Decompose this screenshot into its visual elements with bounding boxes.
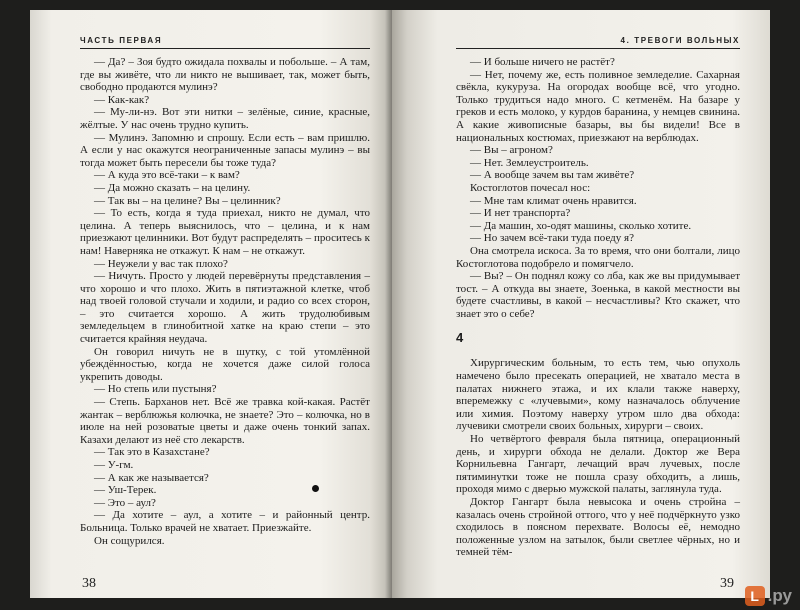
paragraph: Хирургическим больным, то есть тем, чью опухоль намечено было пресекать операцией, не хватало места в палатах нижнего этажа, и их клали также наверху, вперемежку с «лучевыми», кому назначалось облучение или химия. Поэтому наверху утром шло два обхода: лучевики смотрели своих больных, хирурги – своих.	[456, 357, 740, 433]
right-running-head: 4. ТРЕВОГИ ВОЛЬНЫХ	[456, 36, 740, 49]
paragraph: — Нет. Землеустроитель.	[470, 156, 589, 169]
paragraph: — Так вы – на целине? Вы – целинник?	[94, 194, 281, 207]
left-page-text	[80, 56, 370, 547]
paragraph: — Му-ли-нэ. Вот эти нитки – зелёные, синие, красные, жёлтые. У нас очень трудно купить.	[80, 106, 370, 131]
right-page-number: 39	[720, 576, 734, 591]
paragraph: Но четвёртого февраля была пятница, операционный день, и хирурги обхода не делали. Доктор же Вера Корнильевна Гангарт, лечащий врач лучевых, после пятиминутки тоже не пошла сразу обходить, а лишь, проходя мимо с дверью мужской палаты, заглянула туда.	[456, 433, 740, 496]
paragraph: — Неужели у вас так плохо?	[94, 257, 228, 270]
paragraph: — Это – аул?	[94, 496, 156, 509]
paragraph: — Да хотите – аул, а хотите – и районный центр. Больница. Только врачей не хватает. Приезжайте.	[80, 509, 370, 534]
watermark-text: .ру	[767, 586, 792, 605]
paragraph: — Вы – агроном?	[470, 144, 553, 157]
paragraph: — Да машин, хо-одят машины, сколько хотите.	[470, 219, 692, 232]
paragraph: — Но зачем всё-таки туда поеду я?	[470, 232, 634, 245]
paragraph: — Вы? – Он поднял кожу со лба, как же вы придумывает тост. – А откуда вы знаете, Зоенька, в какой местности вы будете счастливы, в какой – несчастливы? Кто скажет, что знает это о себе?	[456, 270, 740, 320]
left-page	[30, 10, 392, 598]
paragraph: — И больше ничего не растёт?	[470, 56, 615, 68]
paragraph: — Степь. Барханов нет. Всё же травка кой-какая. Растёт жантак – верблюжья колючка, не знаете? Это – колючка, но в июле на ней розоватые цветы и даже очень тонкий запах. Казахи делают из неё сто лекарств.	[80, 396, 370, 446]
paragraph: — Нет, почему же, есть поливное земледелие. Сахарная свёкла, кукуруза. На огородах вообще всё, что угодно. Только трудиться надо много. С кетменём. На базаре у греков и есть молоко, у курдов баранина, у немцев свинина. А какие живописные базары, вы бы видели! Все в национальных костюмах, приезжают на верблюдах.	[456, 68, 740, 144]
paragraph: — Уш-Терек.	[94, 484, 157, 497]
paragraph: — Да? – Зоя будто ожидала похвалы и побольше. – А там, где вы живёте, что ли никто не вышивает, так, может быть, свободно продаются мулинэ?	[80, 56, 370, 94]
paragraph: Она смотрела искоса. За то время, что они болтали, лицо Костоглотова подобрело и помягчело.	[456, 244, 740, 270]
paragraph: Костоглотов почесал нос:	[470, 181, 591, 194]
paragraph: — А вообще зачем вы там живёте?	[470, 169, 635, 182]
paragraph: — У-гм.	[94, 459, 134, 471]
watermark-logo	[745, 586, 792, 606]
paragraph: — То есть, когда я туда приехал, никто не думал, что целина. А теперь выяснилось, что – целина, и к нам приезжают целинники. Вот будут распределять – проситесь к нам! Наверняка не откажут. К нам – не откажут.	[80, 207, 370, 257]
paragraph: — Ничуть. Просто у людей перевёрнуты представления – что хорошо и что плохо. Жить в пятиэтажной клетке, чтоб над твоей головой стучали и ходили, и радио со всех сторон, – это считается хорошо. А жить трудолюбивым земледельцем в глинобитной хатке на краю степи – это считается крайняя неудача.	[80, 270, 370, 346]
paragraph: — А как же называется?	[94, 471, 209, 484]
paragraph: — И нет транспорта?	[470, 207, 571, 220]
right-page	[392, 10, 770, 598]
paragraph: Доктор Гангарт была невысока и очень стройна – казалась очень стройной оттого, что у неё подчёркнуто узко сходилось в поясном перехвате. Волосы её, немодно положенные узлом на затылок, были светлее чёрных, но и темней тём-	[456, 496, 740, 559]
left-page-number: 38	[82, 576, 96, 591]
paragraph: Он говорил ничуть не в шутку, с той утомлённой убеждённостью, когда не хочется даже силой голоса укрепить доводы.	[80, 345, 370, 383]
paragraph: Он сощурился.	[94, 534, 165, 547]
paragraph: — А куда это всё-таки – к вам?	[94, 169, 240, 182]
paragraph: — Так это в Казахстане?	[94, 446, 210, 459]
section-number: 4	[456, 330, 464, 346]
ink-spot	[312, 485, 319, 492]
paragraph: — Но степь или пустыня?	[94, 383, 217, 396]
paragraph: — Мне там климат очень нравится.	[470, 194, 637, 207]
watermark-badge-icon: L	[745, 586, 765, 606]
paragraph: — Как-как?	[94, 93, 150, 106]
paragraph: — Мулинэ. Запомню и спрошу. Если есть – вам пришлю. А если у нас окажутся неограниченные запасы мулинэ – вы тогда может быть пересели бы тоже туда?	[80, 131, 370, 169]
left-running-head: ЧАСТЬ ПЕРВАЯ	[80, 36, 370, 49]
right-page-text	[456, 56, 740, 559]
paragraph: — Да можно сказать – на целину.	[94, 181, 251, 194]
